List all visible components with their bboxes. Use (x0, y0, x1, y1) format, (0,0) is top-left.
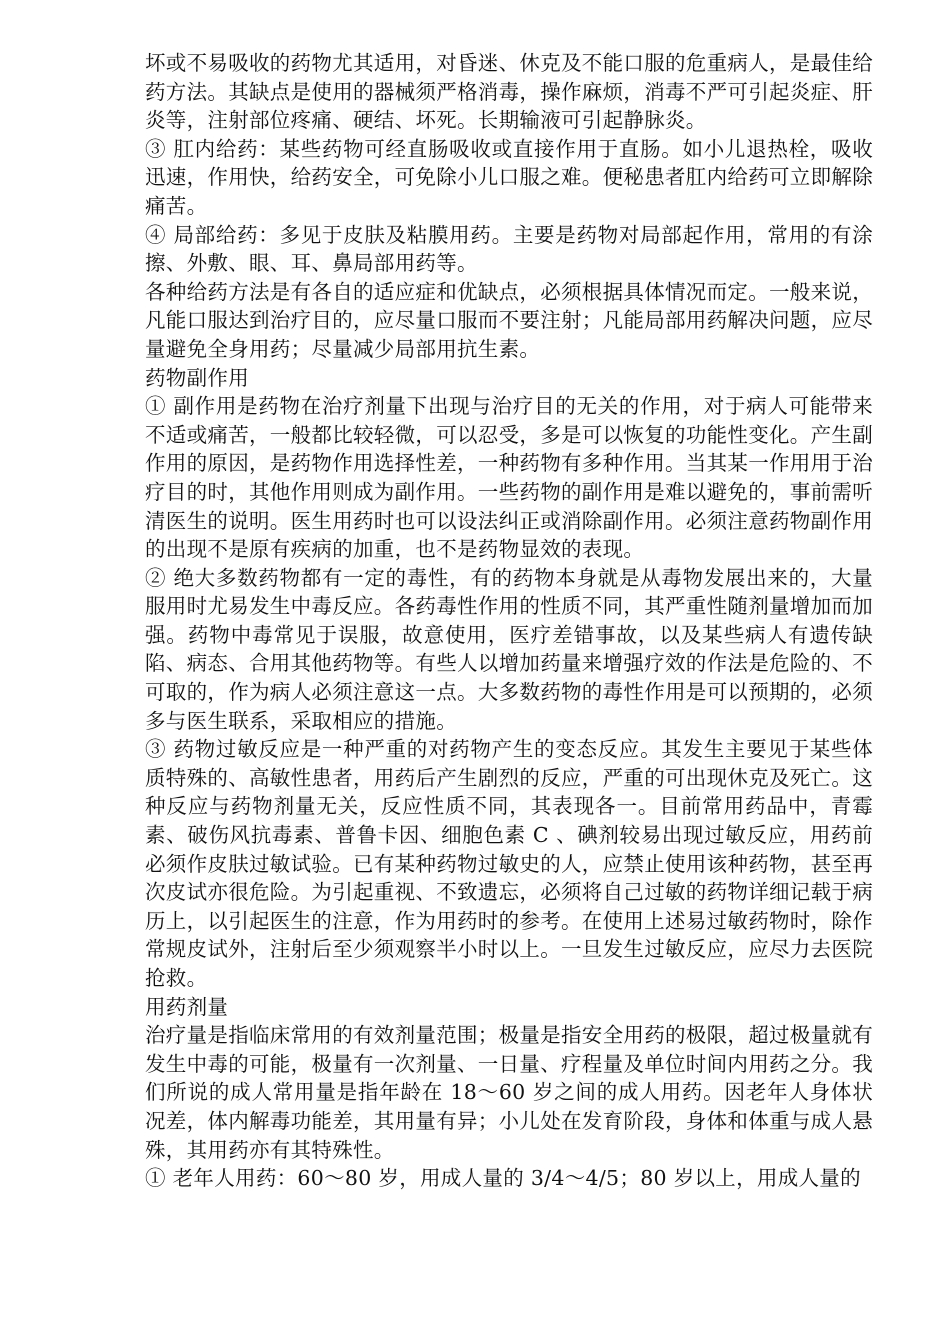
document-page (145, 49, 873, 1193)
paragraph: ③ 药物过敏反应是一种严重的对药物产生的变态反应。其发生主要见于某些体质特殊的、高敏性患者，用药后产生剧烈的反应，严重的可出现休克及死亡。这种反应与药物剂量无关，反应性质不同，其表现各一。目前常用药品中，青霉素、破伤风抗毒素、普鲁卡因、细胞色素 C 、碘剂较易出现过敏反应，用药前必须作皮肤过敏试验。已有某种药物过敏史的人，应禁止使用该种药物，甚至再次皮试亦很危险。为引起重视、不致遗忘，必须将自己过敏的药物详细记载于病历上，以引起医生的注意，作为用药时的参考。在使用上述易过敏药物时，除作常规皮试外，注射后至少须观察半小时以上。一旦发生过敏反应，应尽力去医院抢救。 (145, 737, 873, 990)
paragraph: ④ 局部给药：多见于皮肤及粘膜用药。主要是药物对局部起作用，常用的有涂擦、外敷、眼、耳、鼻局部用药等。 (145, 222, 873, 276)
paragraph: 各种给药方法是有各自的适应症和优缺点，必须根据具体情况而定。一般来说，凡能口服达到治疗目的，应尽量口服而不要注射；凡能局部用药解决问题，应尽量避免全身用药；尽量减少局部用抗生素。 (145, 279, 873, 361)
paragraph: ① 副作用是药物在治疗剂量下出现与治疗目的无关的作用，对于病人可能带来不适或痛苦，一般都比较轻微，可以忍受，多是可以恢复的功能性变化。产生副作用的原因，是药物作用选择性差，一种药物有多种作用。当其某一作用用于治疗目的时，其他作用则成为副作用。一些药物的副作用是难以避免的，事前需听清医生的说明。医生用药时也可以设法纠正或消除副作用。必须注意药物副作用的出现不是原有疾病的加重，也不是药物显效的表现。 (145, 394, 873, 562)
paragraph: ① 老年人用药：60～80 岁，用成人量的 3/4～4/5；80 岁以上，用成人量的 (145, 1166, 861, 1191)
paragraph: ② 绝大多数药物都有一定的毒性，有的药物本身就是从毒物发展出来的，大量服用时尤易发生中毒反应。各药毒性作用的性质不同，其严重性随剂量增加而加强。药物中毒常见于误服，故意使用，医疗差错事故，以及某些病人有遗传缺陷、病态、合用其他药物等。有些人以增加药量来增强疗效的作法是危险的、不可取的，作为病人必须注意这一点。大多数药物的毒性作用是可以预期的，必须多与医生联系，采取相应的措施。 (145, 565, 873, 733)
section-heading: 药物副作用 (145, 365, 249, 390)
section-heading: 用药剂量 (145, 994, 229, 1019)
paragraph: ③ 肛内给药：某些药物可经直肠吸收或直接作用于直肠。如小儿退热栓，吸收迅速，作用快，给药安全，可免除小儿口服之难。便秘患者肛内给药可立即解除痛苦。 (145, 136, 873, 218)
paragraph: 坏或不易吸收的药物尤其适用，对昏迷、休克及不能口服的危重病人，是最佳给药方法。其缺点是使用的器械须严格消毒，操作麻烦，消毒不严可引起炎症、肝炎等，注射部位疼痛、硬结、坏死。长期输液可引起静脉炎。 (145, 51, 873, 133)
paragraph: 治疗量是指临床常用的有效剂量范围；极量是指安全用药的极限，超过极量就有发生中毒的可能，极量有一次剂量、一日量、疗程量及单位时间内用药之分。我们所说的成人常用量是指年龄在 18～60 岁之间的成人用药。因老年人身体状况差，体内解毒功能差，其用量有异；小儿处在发育阶段，身体和体重与成人悬殊，其用药亦有其特殊性。 (145, 1023, 873, 1162)
